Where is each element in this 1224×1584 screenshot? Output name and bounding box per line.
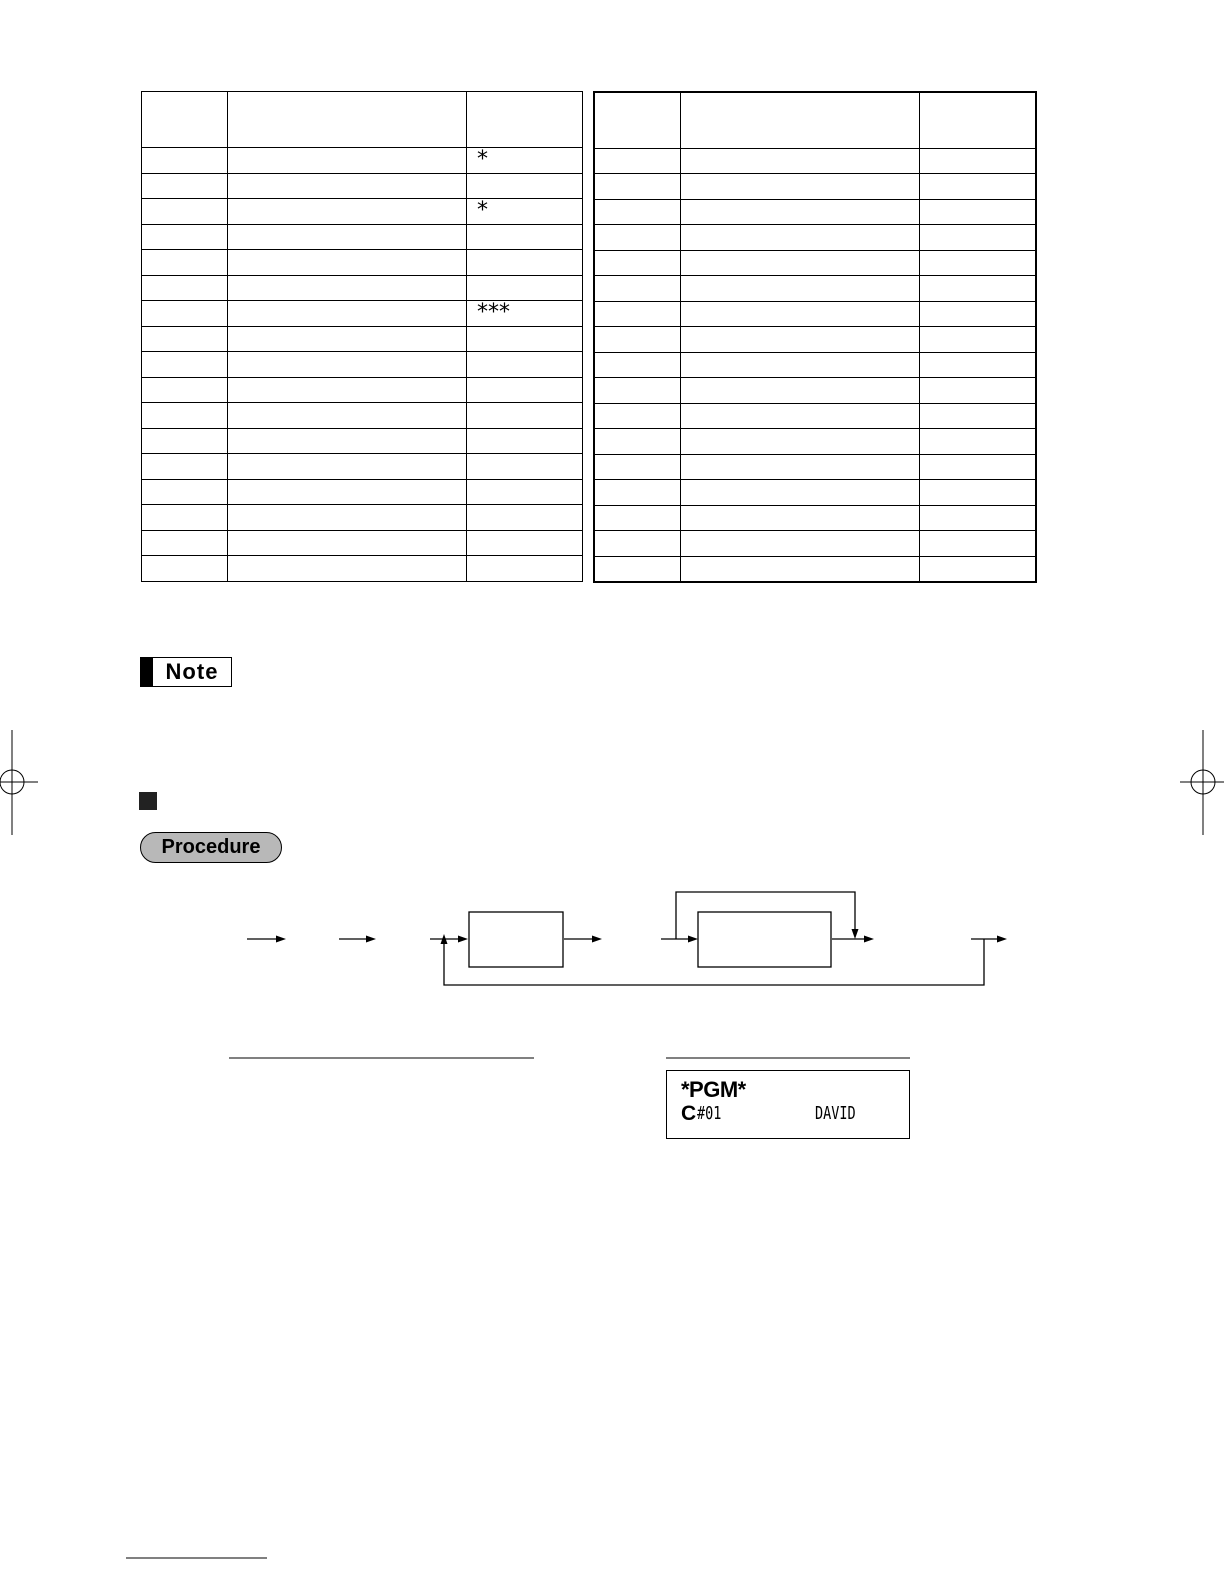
note-bar [141,658,153,686]
table-cell [594,403,680,429]
table-cell [142,326,228,352]
table-cell [919,480,1036,506]
table-cell [919,429,1036,455]
table-cell-mark: * [467,148,583,174]
flow-box-1 [469,912,563,967]
table-cell [680,352,919,378]
table-cell [919,403,1036,429]
table-cell [680,454,919,480]
table-cell [142,403,228,429]
table-row [594,148,1036,174]
table-row [594,225,1036,251]
table-cell [142,556,228,582]
table-row [594,403,1036,429]
table-cell [228,148,467,174]
table-cell [228,556,467,582]
table-cell [228,275,467,301]
table-cell-mark [467,326,583,352]
table-row [142,556,583,582]
table-cell [228,377,467,403]
crop-mark-left [0,730,38,835]
table-cell [680,556,919,582]
note-label: Note [165,659,219,684]
table-cell [594,505,680,531]
table-row [594,327,1036,353]
table-cell [228,454,467,480]
table-cell [680,92,919,148]
table-row [142,224,583,250]
table-row [142,403,583,429]
flow-arrowhead-5 [688,936,698,943]
table-cell [680,301,919,327]
table-cell-mark [467,275,583,301]
table-row [142,250,583,276]
table-row [142,275,583,301]
table-row [142,173,583,199]
table-cell [228,352,467,378]
table-row [142,148,583,174]
table-cell [594,327,680,353]
table-cell-mark [467,403,583,429]
table-row [142,428,583,454]
table-cell [680,480,919,506]
table-cell [142,275,228,301]
note-badge [140,657,232,687]
table-cell [142,352,228,378]
table-cell [919,92,1036,148]
flow-skip-loop [676,892,855,939]
table-cell [228,224,467,250]
table-row [142,301,583,327]
table-cell [594,250,680,276]
flow-arrowhead-6 [864,936,874,943]
section-bullet-square [139,792,157,810]
table-cell-mark [467,250,583,276]
table-cell [228,199,467,225]
table-cell [142,199,228,225]
table-row [594,531,1036,557]
table-cell [680,378,919,404]
table-row [594,174,1036,200]
table-cell [594,454,680,480]
table-cell [919,250,1036,276]
table-row [142,454,583,480]
table-cell [594,531,680,557]
table-cell-mark [467,173,583,199]
table-cell [228,479,467,505]
table-cell-mark: * [467,199,583,225]
table-cell [919,454,1036,480]
table-cell [594,199,680,225]
table-row [594,250,1036,276]
table-cell [142,301,228,327]
table-cell [228,403,467,429]
table-row [142,377,583,403]
table-row [594,199,1036,225]
table-cell [680,148,919,174]
table-cell [919,301,1036,327]
table-row [142,352,583,378]
table-cell-mark [467,505,583,531]
table-cell-mark [467,352,583,378]
table-cell [142,250,228,276]
flow-return-loop [444,939,984,985]
table-cell [228,428,467,454]
table-row [594,505,1036,531]
table-cell [594,378,680,404]
table-cell [919,174,1036,200]
table-cell [142,377,228,403]
table-cell-mark [467,377,583,403]
table-cell [142,148,228,174]
table-cell [228,92,467,148]
table-row [142,479,583,505]
settings-table-right [593,91,1037,583]
table-row [142,530,583,556]
flow-box-2 [698,912,831,967]
table-cell [680,327,919,353]
table-cell-mark [467,556,583,582]
table-cell [680,250,919,276]
table-cell [142,505,228,531]
table-cell [228,326,467,352]
table-cell [142,479,228,505]
display-name: DAVID [815,1103,856,1124]
table-row [142,326,583,352]
table-cell [142,224,228,250]
flow-arrowhead-7 [997,936,1007,943]
table-cell [228,250,467,276]
table-cell [919,531,1036,557]
table-cell [142,173,228,199]
table-row [594,378,1036,404]
table-cell [919,378,1036,404]
table-cell [142,454,228,480]
table-row [142,199,583,225]
table-row [594,480,1036,506]
table-cell [680,276,919,302]
table-cell [594,301,680,327]
table-cell-mark [467,428,583,454]
table-cell [680,429,919,455]
table-cell [680,199,919,225]
procedure-badge: Procedure [140,832,282,863]
table-cell [680,403,919,429]
table-row [594,276,1036,302]
table-cell-mark [467,92,583,148]
table-cell [919,276,1036,302]
flow-arrowhead-1 [276,936,286,943]
procedure-flow-diagram [247,892,1007,985]
table-cell [594,556,680,582]
crop-mark-right [1180,730,1224,835]
table-cell [594,174,680,200]
table-cell [594,352,680,378]
table-row [594,301,1036,327]
table-cell [919,327,1036,353]
flow-skip-arrowhead [852,929,859,939]
display-mode-text: *PGM* [681,1077,746,1102]
table-cell-mark [467,530,583,556]
table-cell [142,428,228,454]
table-header-row [142,92,583,148]
table-cell [228,505,467,531]
flow-arrowhead-2 [366,936,376,943]
table-cell [680,174,919,200]
table-row [142,505,583,531]
table-row [594,454,1036,480]
table-row [594,556,1036,582]
table-cell [680,225,919,251]
flow-arrowhead-3 [458,936,468,943]
display-prefix: C [681,1102,697,1125]
table-cell [142,92,228,148]
table-cell [594,148,680,174]
table-cell [228,301,467,327]
settings-table-left [141,91,583,582]
table-row [594,352,1036,378]
table-cell-mark: *** [467,301,583,327]
table-cell [919,556,1036,582]
table-cell-mark [467,224,583,250]
table-cell [919,352,1036,378]
table-cell [228,530,467,556]
flow-arrowhead-4 [592,936,602,943]
table-cell [594,225,680,251]
table-header-row [594,92,1036,148]
table-cell [228,173,467,199]
table-cell [594,480,680,506]
table-cell [680,505,919,531]
table-cell [594,92,680,148]
table-cell [594,429,680,455]
table-row [594,429,1036,455]
table-cell-mark [467,454,583,480]
table-cell [594,276,680,302]
table-cell-mark [467,479,583,505]
table-cell [919,148,1036,174]
table-cell [680,531,919,557]
display-window [666,1070,910,1139]
table-cell [919,505,1036,531]
display-number: #01 [697,1103,722,1124]
table-cell [919,225,1036,251]
table-cell [142,530,228,556]
table-cell [919,199,1036,225]
